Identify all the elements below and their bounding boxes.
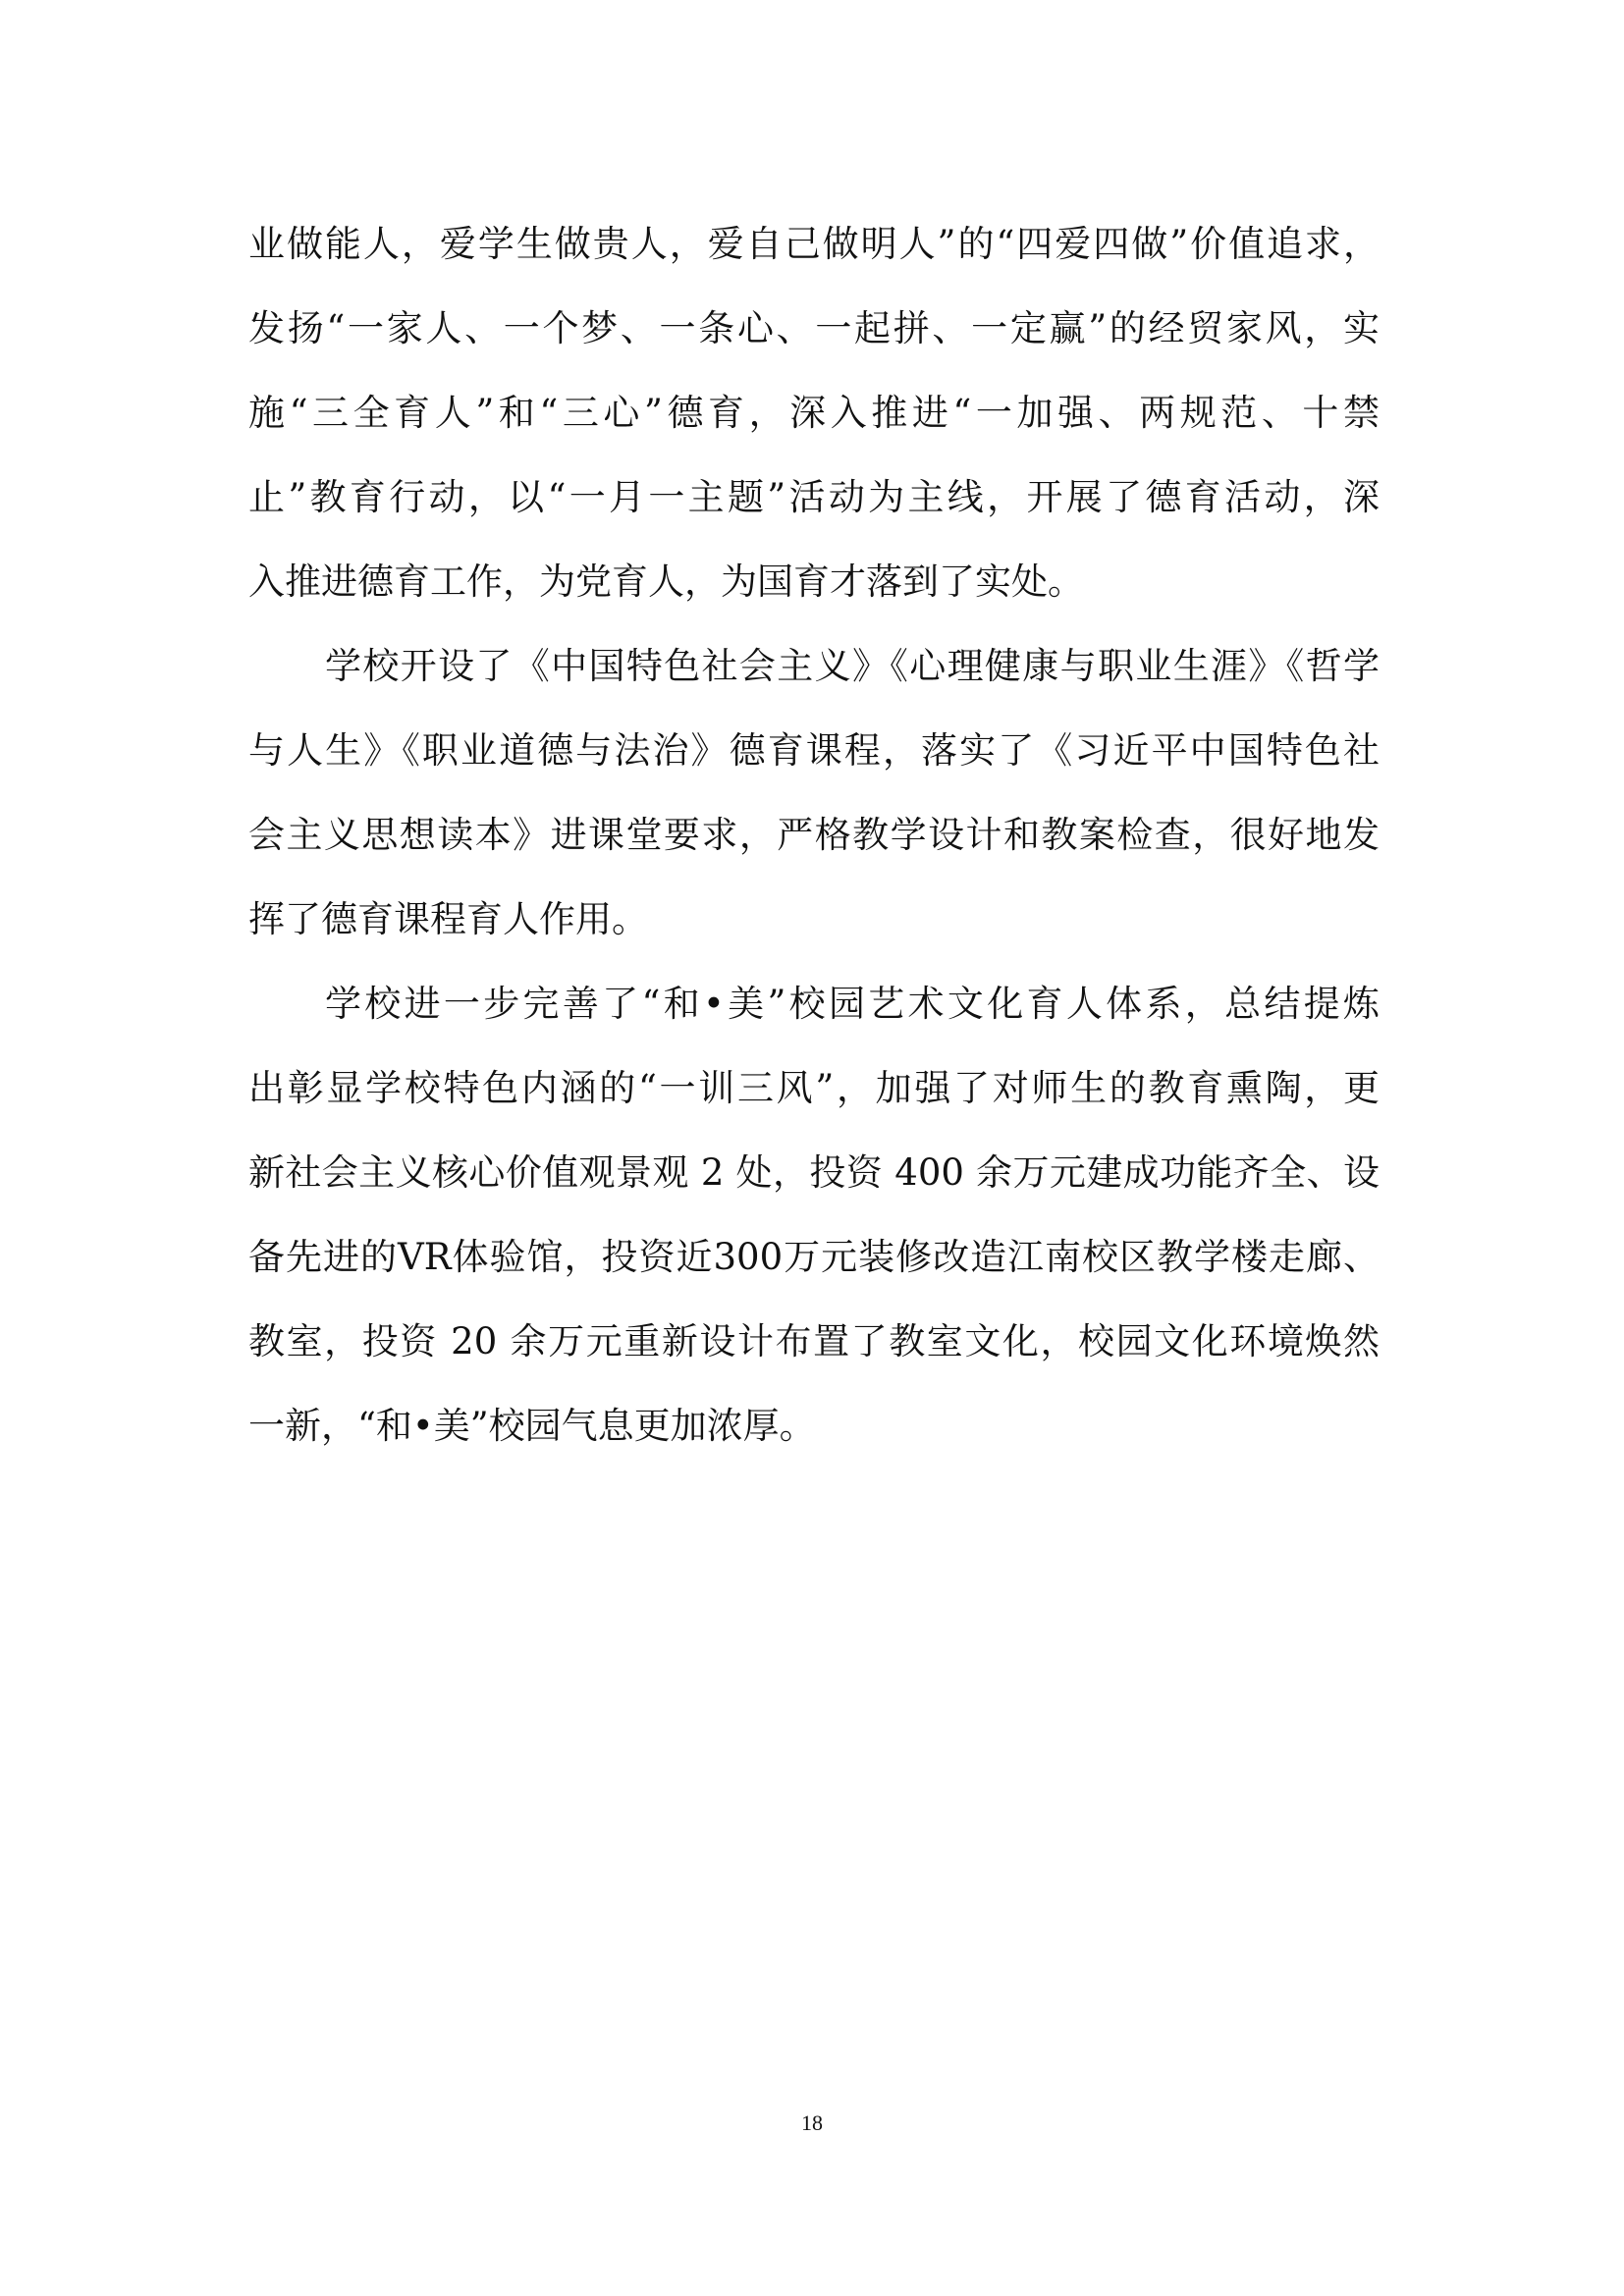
- text-line: 入推进德育工作，为党育人，为国育才落到了实处。: [248, 561, 1084, 603]
- text-line: 备先进的VR体验馆，投资近300万元装修改造江南校区教学楼走廊、: [248, 1236, 1380, 1278]
- text-line: 学校开设了《中国特色社会主义》《心理健康与职业生涯》《哲学: [325, 645, 1380, 687]
- text-line: 业做能人，爱学生做贵人，爱自己做明人”的“四爱四做”价值追求，: [248, 223, 1380, 265]
- text-line: 与人生》《职业道德与法治》德育课程，落实了《习近平中国特色社: [248, 729, 1380, 772]
- text-line: 施“三全育人”和“三心”德育，深入推进“一加强、两规范、十禁: [248, 392, 1380, 434]
- text-line: 学校进一步完善了“和•美”校园艺术文化育人体系，总结提炼: [325, 983, 1380, 1025]
- text-line: 一新，“和•美”校园气息更加浓厚。: [248, 1405, 816, 1447]
- text-line: 止”教育行动，以“一月一主题”活动为主线，开展了德育活动，深: [248, 476, 1380, 518]
- text-line: 会主义思想读本》进课堂要求，严格教学设计和教案检查，很好地发: [248, 814, 1380, 856]
- text-line: 发扬“一家人、一个梦、一条心、一起拼、一定赢”的经贸家风，实: [248, 307, 1380, 349]
- text-line: 新社会主义核心价值观景观 2 处，投资 400 余万元建成功能齐全、设: [248, 1151, 1380, 1194]
- text-line: 教室，投资 20 余万元重新设计布置了教室文化，校园文化环境焕然: [248, 1320, 1380, 1362]
- page-number: 18: [801, 2110, 823, 2135]
- body-text: [248, 202, 1380, 1468]
- text-line: 挥了德育课程育人作用。: [248, 898, 648, 940]
- text-line: 出彰显学校特色内涵的“一训三风”，加强了对师生的教育熏陶，更: [248, 1067, 1380, 1109]
